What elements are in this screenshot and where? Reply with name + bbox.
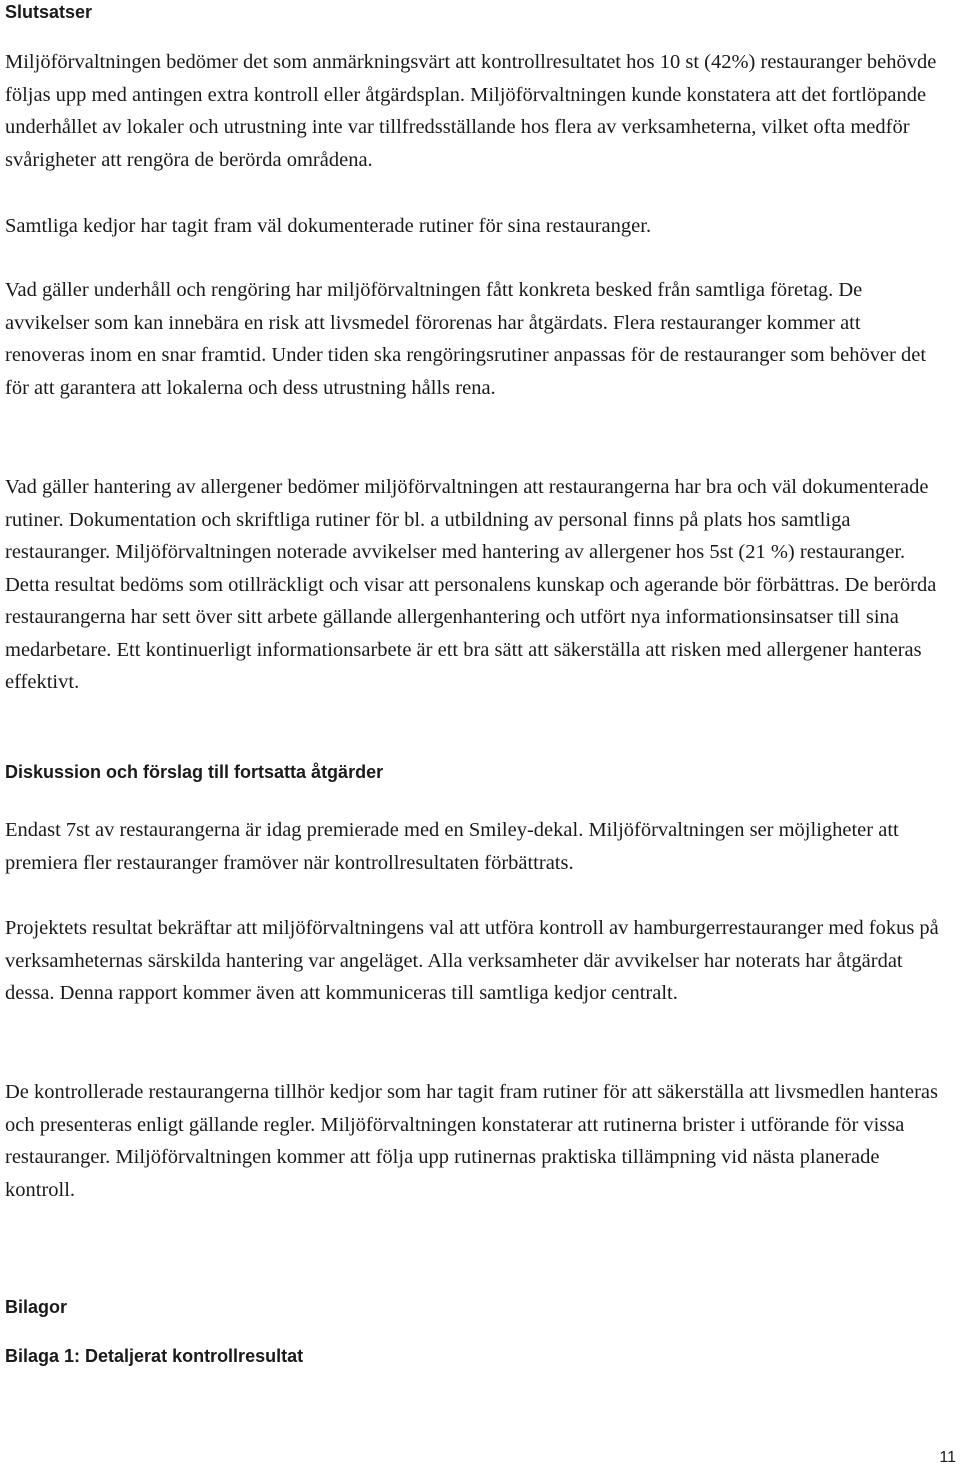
paragraph-slutsatser-1: Miljöförvaltningen bedömer det som anmärkningsvärt att kontrollresultatet hos 10 st (42%) restauranger behövde följas upp med antingen extra kontroll eller åtgärdsplan. Miljöförvaltningen kunde konstatera att det fortlöpande underhållet av lokaler och utrustning inte var tillfredsställande hos flera av verksamheterna, vilket ofta medför svårigheter att rengöra de berörda områdena. (5, 51, 937, 171)
heading-slutsatser: Slutsatser (5, 2, 93, 22)
paragraph-slutsatser-2: Samtliga kedjor har tagit fram väl dokumenterade rutiner för sina restauranger. (5, 215, 652, 237)
paragraph-slutsatser-4: Vad gäller hantering av allergener bedömer miljöförvaltningen att restaurangerna har bra och väl dokumenterade rutiner. Dokumentation och skriftliga rutiner för bl. a utbildning av personal finns på plats hos samtliga restauranger. Miljöförvaltningen noterade avvikelser med hantering av allergener hos 5st (21 %) restauranger. Detta resultat bedöms som otillräckligt och visar att personalens kunskap och agerande bör förbättras. De berörda restaurangerna har sett över sitt arbete gällande allergenhantering och utfört nya informationsinsatser till sina medarbetare. Ett kontinuerligt informationsarbete är ett bra sätt att säkerställa att risken med allergener hanteras effektivt. (5, 476, 937, 693)
paragraph-diskussion-1: Endast 7st av restaurangerna är idag premierade med en Smiley-dekal. Miljöförvaltningen ser möjligheter att premiera fler restauranger framöver när kontrollresultaten förbättrats. (5, 819, 899, 874)
paragraph-diskussion-3: De kontrollerade restaurangerna tillhör kedjor som har tagit fram rutiner för att säkerställa att livsmedlen hanteras och presenteras enligt gällande regler. Miljöförvaltningen konstaterar att rutinerna brister i utförande för vissa restauranger. Miljöförvaltningen kommer att följa upp rutinernas praktiska tillämpning vid nästa planerade kontroll. (5, 1081, 938, 1201)
heading-bilagor: Bilagor (5, 1297, 68, 1317)
bilaga-1-label: Bilaga 1: Detaljerat kontrollresultat (5, 1346, 304, 1366)
paragraph-slutsatser-3: Vad gäller underhåll och rengöring har miljöförvaltningen fått konkreta besked från samtliga företag. De avvikelser som kan innebära en risk att livsmedel förorenas har åtgärdats. Flera restauranger kommer att renoveras inom en snar framtid. Under tiden ska rengöringsrutiner anpassas för de restauranger som behöver det för att garantera att lokalerna och dess utrustning hålls rena. (5, 279, 927, 399)
heading-diskussion: Diskussion och förslag till fortsatta åtgärder (5, 762, 384, 782)
paragraph-diskussion-2: Projektets resultat bekräftar att miljöförvaltningens val att utföra kontroll av hamburgerrestauranger med fokus på verksamheternas särskilda hantering var angeläget. Alla verksamheter där avvikelser har noterats har åtgärdat dessa. Denna rapport kommer även att kommuniceras till samtliga kedjor centralt. (5, 917, 939, 1004)
page-number: 11 (939, 1449, 956, 1466)
